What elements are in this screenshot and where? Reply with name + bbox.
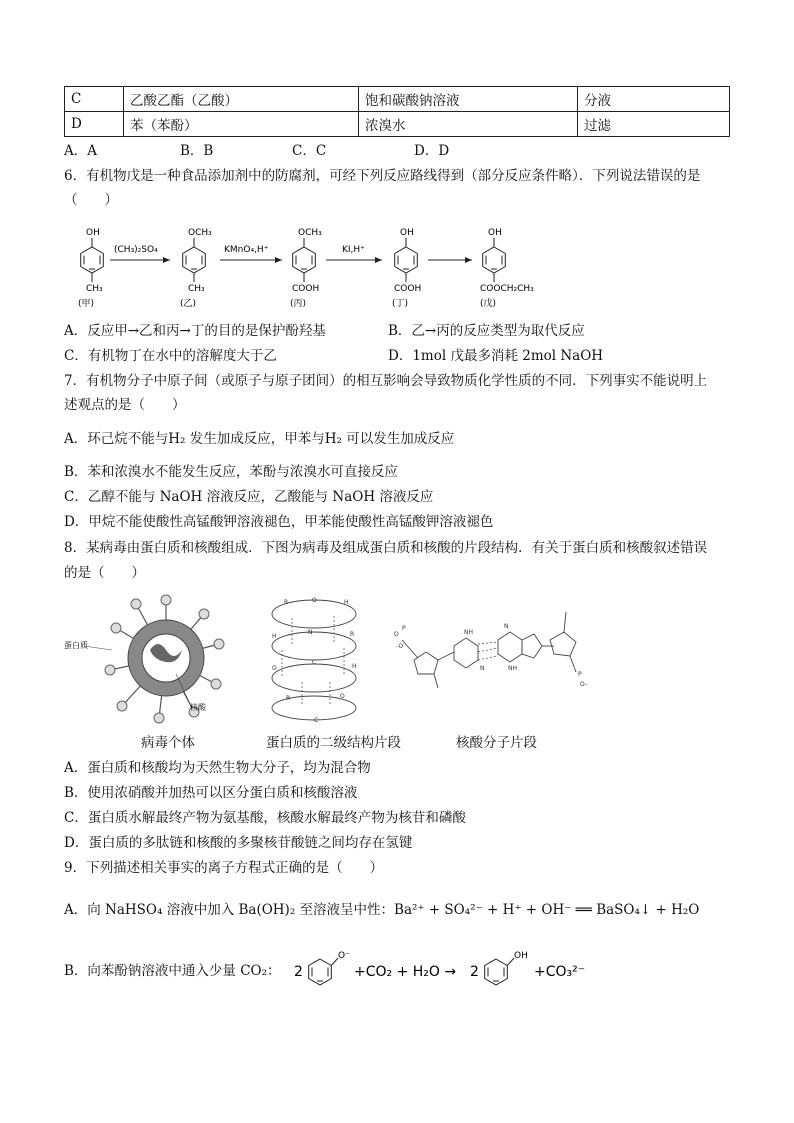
options-table [64,86,730,137]
q6-reaction-scheme [64,218,584,314]
svg-text:O: O [340,693,345,700]
label-nucleic: 核酸 [190,703,206,712]
coef-1: 2 [294,964,303,980]
q6-choice-a[interactable]: A．反应甲→乙和丙→丁的目的是保护酚羟基 [64,323,326,339]
caption-virus: 病毒个体 [141,735,195,751]
method-cell: 分液 [578,87,730,112]
reagent-cell: 浓溴水 [359,112,578,137]
q6-choice-c[interactable]: C．有机物丁在水中的溶解度大于乙 [64,348,277,364]
label-wu: (戊) [480,299,497,309]
anion-group: O⁻ [338,951,350,961]
label-yi: (乙) [180,299,197,309]
svg-text:P: P [402,625,406,632]
molecule-ding [392,228,421,309]
protein-helix-figure [262,594,366,726]
nucleic-acid-figure [394,600,594,700]
molecule-jia [78,228,103,309]
q8-choice-c[interactable]: C．蛋白质水解最终产物为氨基酸，核酸水解最终产物为核苷和磷酸 [64,810,466,826]
label-bing: (丙) [290,299,307,309]
q7-choice-a[interactable]: A．环己烷不能与H₂ 发生加成反应，甲苯与H₂ 可以发生加成反应 [64,431,455,447]
svg-text:N: N [480,665,485,672]
q9-choice-b-equation [294,946,604,992]
svg-text:H: H [344,599,349,606]
substance-cell: 乙酸乙酯（乙酸） [124,87,359,112]
svg-text:O: O [272,665,277,672]
svg-text:C: C [312,659,317,666]
q8-choice-a[interactable]: A．蛋白质和核酸均为天然生物大分子，均为混合物 [64,760,371,776]
q9-choice-b-text: B．向苯酚钠溶液中通入少量 CO₂： [64,963,281,979]
q9-choice-a-text: A．向 NaHSO₄ 溶液中加入 Ba(OH)₂ 至溶液呈中性： [64,902,395,918]
table-row [65,112,730,137]
q8-stem: 8．某病毒由蛋白质和核酸组成．下图为病毒及组成蛋白质和核酸的片段结构．有关于蛋白质和核酸叙述错误 [64,540,708,556]
caption-protein: 蛋白质的二级结构片段 [266,735,401,751]
q6-choice-b[interactable]: B．乙→丙的反应类型为取代反应 [388,323,585,339]
q6-choice-d[interactable]: D．1mol 戊最多消耗 2mol NaOH [388,348,604,364]
row-label: D [65,112,124,137]
q8-choice-d[interactable]: D．蛋白质的多肽链和核酸的多聚核苷酸链之间均存在氢键 [64,835,413,851]
group-bottom: CH₃ [86,284,103,294]
q9-choice-a-equation: Ba²⁺ + SO₄²⁻ + H⁺ + OH⁻ ══ BaSO₄↓ + H₂O [394,902,700,918]
reagent-2: KMnO₄,H⁺ [224,245,269,255]
substance-cell: 苯（苯酚） [124,112,359,137]
svg-text:H: H [352,663,357,670]
svg-text:H: H [272,633,277,640]
q7-stem-cont: 述观点的是（ ） [64,397,186,413]
group-top: OH [400,228,414,238]
virus-figure [64,594,234,724]
q5-choice-c[interactable]: C．C [292,143,327,159]
group-top: OCH₃ [188,228,212,238]
reagent-1: (CH₃)₂SO₄ [114,245,158,255]
q5-choice-b[interactable]: B．B [180,143,214,159]
q7-choice-b[interactable]: B．苯和浓溴水不能发生反应，苯酚与浓溴水可直接反应 [64,464,398,480]
row-label: C [65,87,124,112]
svg-text:R: R [284,599,289,606]
group-bottom: COOCH₂CH₃ [480,284,534,294]
group-bottom: COOH [394,284,422,294]
table-row [65,87,730,112]
svg-text:-O: -O [396,643,404,650]
svg-text:R: R [286,695,291,702]
molecule-bing [290,228,322,309]
q9-choice-a[interactable] [64,901,699,919]
q8-choice-b[interactable]: B．使用浓硝酸并加热可以区分蛋白质和核酸溶液 [64,785,358,801]
q8-stem-cont: 的是（ ） [64,565,145,581]
svg-text:P: P [578,671,582,678]
q9-stem: 9．下列描述相关事实的离子方程式正确的是（ ） [64,860,384,876]
label-protein: 蛋白质 [64,641,88,650]
q6-stem: 6．有机物戊是一种食品添加剂中的防腐剂，可经下列反应路线得到（部分反应条件略）．下列说法错误的是 [64,168,701,184]
caption-nucleic: 核酸分子片段 [456,735,537,751]
svg-text:O: O [394,631,399,638]
svg-text:O-: O- [580,681,588,688]
svg-text:O: O [312,597,317,604]
svg-text:NH: NH [464,629,473,636]
group-top: OH [86,228,100,238]
label-jia: (甲) [78,299,95,309]
molecule-wu [480,228,534,309]
q5-choice-d[interactable]: D．D [414,143,450,159]
q7-stem: 7．有机物分子中原子间（或原子与原子团间）的相互影响会导致物质化学性质的不同．下列事实不能说明上 [64,373,708,389]
group-top: OH [488,228,502,238]
method-cell: 过滤 [578,112,730,137]
product-group: OH [514,951,528,961]
q6-stem-cont: （ ） [64,192,118,208]
svg-text:N: N [504,623,509,630]
q7-choice-c[interactable]: C．乙醇不能与 NaOH 溶液反应，乙酸能与 NaOH 溶液反应 [64,489,434,505]
label-ding: (丁) [392,299,409,309]
svg-text:R: R [350,631,355,638]
reactants: +CO₂ + H₂O → [354,964,457,980]
reagent-cell: 饱和碳酸钠溶液 [359,87,578,112]
group-bottom: CH₃ [188,284,205,294]
tail: +CO₃²⁻ [534,964,586,980]
q9-choice-b[interactable] [64,962,281,980]
coef-2: 2 [470,964,479,980]
group-top: OCH₃ [298,228,322,238]
group-bottom: COOH [292,284,320,294]
reagent-3: KI,H⁺ [342,245,365,255]
q7-choice-d[interactable]: D．甲烷不能使酸性高锰酸钾溶液褪色，甲苯能使酸性高锰酸钾溶液褪色 [64,514,494,530]
svg-text:C: C [314,717,319,724]
molecule-yi [180,228,212,309]
svg-text:N: N [308,629,313,636]
q5-choice-a[interactable]: A．A [64,143,97,159]
svg-text:NH: NH [508,665,517,672]
